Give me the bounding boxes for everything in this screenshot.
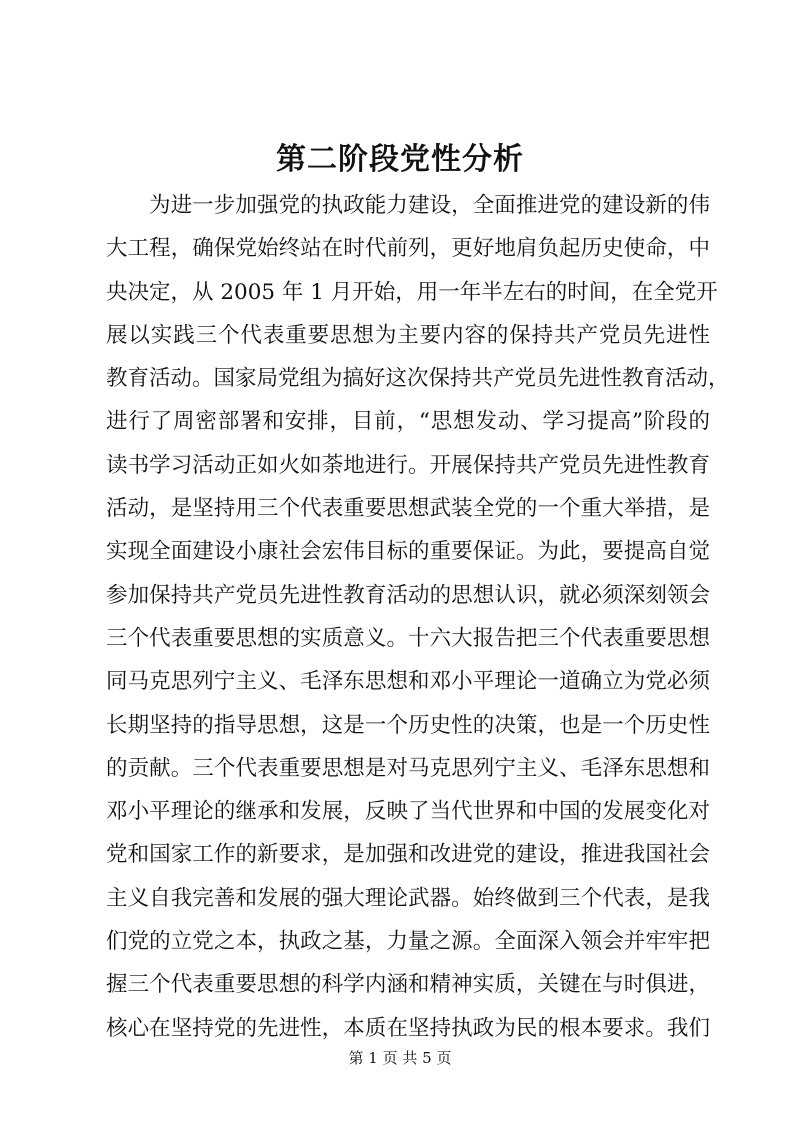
- body-line: 邓小平理论的继承和发展，反映了当代世界和中国的发展变化对: [106, 799, 710, 825]
- body-line: 党和国家工作的新要求，是加强和改进党的建设，推进我国社会: [106, 842, 710, 868]
- body-line: 同马克思列宁主义、毛泽东思想和邓小平理论一道确立为党必须: [106, 669, 710, 695]
- body-line: 长期坚持的指导思想，这是一个历史性的决策，也是一个历史性: [106, 712, 710, 738]
- document-body: [106, 184, 730, 1050]
- body-line: 进行了周密部署和安排，目前，“思想发动、学习提高”阶段的: [106, 409, 710, 435]
- document-title: 第二阶段党性分析: [276, 142, 524, 177]
- body-line: 三个代表重要思想的实质意义。十六大报告把三个代表重要思想: [106, 625, 710, 651]
- body-line: 活动，是坚持用三个代表重要思想武装全党的一个重大举措，是: [106, 496, 710, 522]
- body-line: 读书学习活动正如火如荼地进行。开展保持共产党员先进性教育: [106, 452, 710, 478]
- body-line: 教育活动。国家局党组为搞好这次保持共产党员先进性教育活动，: [106, 366, 730, 392]
- page-footer: 第 1 页 共 5 页: [348, 1049, 452, 1067]
- body-line: 们党的立党之本，执政之基，力量之源。全面深入领会并牢牢把: [106, 929, 710, 955]
- body-line: 央决定，从 2005 年 1 月开始，用一年半左右的时间，在全党开: [106, 279, 718, 305]
- body-line: 展以实践三个代表重要思想为主要内容的保持共产党员先进性: [106, 322, 710, 348]
- body-line: 主义自我完善和发展的强大理论武器。始终做到三个代表，是我: [106, 885, 710, 911]
- body-line: 大工程，确保党始终站在时代前列，更好地肩负起历史使命，中: [106, 236, 710, 262]
- body-line: 握三个代表重要思想的科学内涵和精神实质，关键在与时俱进，: [106, 972, 710, 998]
- body-line: 参加保持共产党员先进性教育活动的思想认识，就必须深刻领会: [106, 582, 710, 608]
- body-line: 核心在坚持党的先进性，本质在坚持执政为民的根本要求。我们: [106, 1015, 710, 1041]
- body-line: 实现全面建设小康社会宏伟目标的重要保证。为此，要提高自觉: [106, 539, 710, 565]
- body-line: 为进一步加强党的执政能力建设，全面推进党的建设新的伟: [149, 193, 710, 218]
- body-line: 的贡献。三个代表重要思想是对马克思列宁主义、毛泽东思想和: [106, 755, 710, 781]
